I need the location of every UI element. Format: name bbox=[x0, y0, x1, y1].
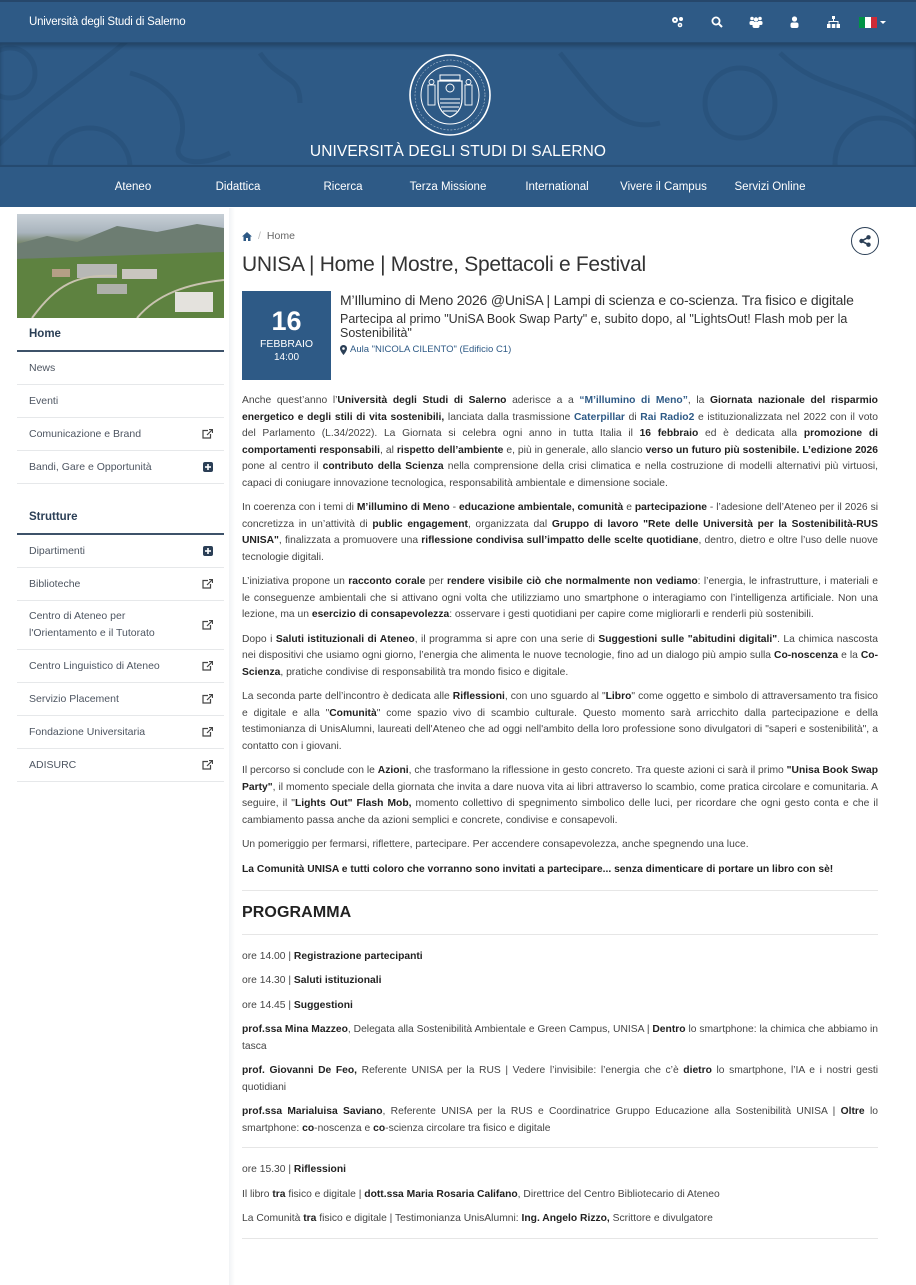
paragraph bbox=[242, 763, 878, 829]
breadcrumb-current[interactable]: Home bbox=[266, 230, 295, 242]
inline-link[interactable]: Rai Radio2 bbox=[640, 411, 695, 423]
breadcrumb-separator: / bbox=[258, 230, 261, 242]
share-button[interactable] bbox=[851, 227, 879, 255]
bold-text: Co-Scienza bbox=[242, 650, 879, 678]
bold-text: Comunità bbox=[329, 707, 377, 719]
text: - bbox=[449, 502, 459, 513]
event-info bbox=[331, 291, 878, 380]
text: aderisce a a bbox=[506, 395, 580, 406]
sidebar-item-label: Bandi, Gare e Opportunità bbox=[29, 461, 152, 473]
text: Scrittore e divulgatore bbox=[609, 1213, 713, 1224]
event-location bbox=[340, 344, 878, 355]
sidebar-item-home[interactable]: Home bbox=[17, 318, 224, 352]
bold-text: riflessione condivisa sull’impatto delle scelte quotidiane bbox=[421, 535, 699, 546]
bold-text: Suggestioni sulle "abitudini digitali" bbox=[598, 633, 778, 645]
programma-item bbox=[242, 1104, 878, 1137]
bold-text: tra bbox=[303, 1213, 317, 1224]
sidebar-item-centro-orientamento[interactable] bbox=[17, 601, 224, 650]
top-icons bbox=[658, 12, 886, 32]
event-header bbox=[242, 291, 878, 380]
user-icon[interactable] bbox=[775, 12, 814, 32]
paragraph bbox=[242, 862, 878, 879]
event-time: 14:00 bbox=[273, 351, 300, 363]
bold-text: Università degli Studi di Salerno bbox=[337, 395, 507, 406]
text: di bbox=[624, 411, 641, 423]
text: lanciata dalla trasmissione bbox=[444, 411, 574, 423]
sidebar bbox=[17, 214, 224, 1251]
share-network-icon[interactable] bbox=[658, 12, 697, 32]
bold-text: dott.ssa Maria Rosaria Califano bbox=[364, 1188, 518, 1200]
text: per bbox=[425, 576, 447, 587]
map-marker-icon bbox=[340, 345, 347, 355]
bold-text: co bbox=[302, 1122, 315, 1134]
text: momento collettivo di spegnimento simbolico delle luci, per ricordare che ogni gesto conta e che il cambiamento passa anche da azioni semplici e concrete, condivise e consapevoli. bbox=[242, 798, 878, 826]
text: " come spazio vivo di scambio culturale. Questo momento sarà arricchito dalla partecipazione e della testimonianza di UnisAlumni, laureati dell'Ateneo che ad oggi nell'ambito della loro professione sono divulgatori di "saperi e sostenibilità", a contatto con i giovani. bbox=[242, 707, 878, 752]
bold-text: educazione ambientale, comunità bbox=[458, 502, 624, 513]
event-date-box bbox=[242, 291, 331, 380]
programma-item bbox=[242, 1211, 878, 1228]
nav-ricerca[interactable]: Ricerca bbox=[323, 181, 363, 193]
text: Il libro bbox=[242, 1188, 273, 1200]
home-icon[interactable] bbox=[242, 232, 252, 241]
top-bar bbox=[0, 0, 916, 42]
divider bbox=[242, 934, 878, 935]
bold-text: Suggestioni bbox=[293, 999, 353, 1011]
text: , Delegata alla Sostenibilità Ambientale e Green Campus, UNISA | bbox=[347, 1024, 653, 1035]
bold-text: rendere visibile ciò che normalmente non vediamo bbox=[446, 576, 698, 587]
external-link-icon bbox=[202, 760, 213, 770]
sidebar-item-eventi[interactable] bbox=[17, 385, 224, 418]
bold-text: dietro bbox=[683, 1065, 712, 1076]
text: In coerenza con i temi di bbox=[242, 502, 357, 513]
bold-text: Gruppo di lavoro "Rete delle Università per la Sostenibilità-RUS UNISA" bbox=[242, 518, 878, 546]
nav-ateneo[interactable]: Ateneo bbox=[114, 181, 152, 193]
external-link-icon bbox=[202, 429, 213, 439]
sidebar-item-label: Servizio Placement bbox=[29, 693, 119, 705]
text: e istituzionalizzata nel 2022 con il voto del Parlamento (L.34/2022). La Giornata si celebra ogni anno in tutta Italia il bbox=[242, 411, 879, 439]
external-link-icon bbox=[202, 727, 213, 737]
bold-text: co bbox=[373, 1122, 386, 1134]
users-icon[interactable] bbox=[736, 12, 775, 32]
text: , pratiche condivise di responsabilità tra mondo fisico e digitale. bbox=[280, 666, 569, 678]
text: Dopo i bbox=[242, 633, 276, 645]
nav-didattica[interactable]: Didattica bbox=[215, 181, 261, 193]
inline-link[interactable]: Caterpillar bbox=[574, 411, 625, 423]
text: , al bbox=[380, 444, 397, 456]
text: L’iniziativa propone un bbox=[242, 576, 349, 587]
sidebar-item-centro-linguistico[interactable] bbox=[17, 650, 224, 683]
programma-item bbox=[242, 973, 878, 990]
text: e la bbox=[838, 650, 861, 661]
sidebar-item-servizio-placement[interactable] bbox=[17, 683, 224, 716]
text: , con uno sguardo al " bbox=[504, 691, 606, 702]
paragraph bbox=[242, 632, 878, 682]
text: e bbox=[623, 502, 635, 513]
plus-square-icon[interactable] bbox=[203, 546, 213, 556]
sidebar-item-label: Centro Linguistico di Ateneo bbox=[29, 660, 160, 672]
bold-text: rispetto dell’ambiente bbox=[396, 444, 504, 456]
bold-text: partecipazione bbox=[634, 502, 707, 513]
bold-text: prof.ssa Mina Mazzeo bbox=[242, 1024, 348, 1035]
bold-text: Riflessioni bbox=[452, 691, 505, 702]
text: , il programma si apre con una serie di bbox=[414, 633, 599, 645]
inline-link[interactable]: “M’illumino di Meno” bbox=[579, 395, 688, 406]
text: - l’adesione dell’Ateneo per il 2026 si concretizza in un’attività di bbox=[242, 502, 879, 530]
text: e, più in generale, allo slancio bbox=[503, 444, 646, 456]
bold-text: "Unisa Book Swap Party" bbox=[242, 765, 878, 793]
programma-block-1 bbox=[242, 949, 878, 1138]
sidebar-item-fondazione-universitaria[interactable] bbox=[17, 716, 224, 749]
bold-text: Libro bbox=[605, 691, 632, 702]
page-wrap bbox=[0, 207, 916, 1251]
divider bbox=[242, 1147, 878, 1148]
bold-text: La Comunità UNISA e tutti coloro che vorranno sono invitati a partecipare... senza dimenticare di portare un libro con sè! bbox=[242, 863, 834, 875]
nav-vivere-il-campus[interactable]: Vivere il Campus bbox=[620, 181, 707, 193]
chevron-down-icon bbox=[880, 21, 886, 24]
sidebar-item-label: Fondazione Universitaria bbox=[29, 726, 146, 738]
text: : osservare i gesti quotidiani per capire come migliorarli e renderli più sostenibili. bbox=[449, 609, 814, 620]
external-link-icon bbox=[202, 661, 213, 671]
university-seal-logo bbox=[408, 53, 492, 137]
bold-text: Saluti istituzionali bbox=[293, 975, 382, 986]
bold-text: racconto corale bbox=[348, 576, 426, 587]
sidebar-item-label: Comunicazione e Brand bbox=[29, 428, 142, 440]
bold-text: 16 febbraio bbox=[639, 428, 699, 439]
divider bbox=[242, 890, 878, 891]
main-nav bbox=[0, 167, 916, 207]
text: , Direttrice del Centro Bibliotecario di Ateneo bbox=[517, 1188, 720, 1200]
nav-terza-missione[interactable]: Terza Missione bbox=[409, 181, 487, 193]
paragraph bbox=[242, 837, 878, 854]
text: ore 14.45 | bbox=[242, 999, 294, 1011]
programma-item bbox=[242, 998, 878, 1015]
sidebar-spacer bbox=[17, 484, 224, 501]
bold-text: contributo della Scienza bbox=[322, 461, 444, 472]
plus-square-icon[interactable] bbox=[203, 462, 213, 472]
text: " come oggetto e simbolo di attraversamento tra fisico e digitale e alla " bbox=[242, 691, 879, 719]
bold-text: M’illumino di Meno bbox=[356, 502, 450, 513]
sidebar-divider bbox=[229, 208, 235, 1285]
bold-text: Giornata nazionale del risparmio energetico e degli stili di vita sostenibili, bbox=[242, 395, 878, 423]
sidebar-item-label: Dipartimenti bbox=[29, 545, 86, 557]
sidebar-item-news[interactable] bbox=[17, 352, 224, 385]
paragraph bbox=[242, 689, 878, 755]
text: lo smartphone, l’IA e i nostri gesti quotidiani bbox=[242, 1065, 878, 1093]
bold-text: L’edizione 2026 bbox=[802, 444, 878, 456]
text: Anche quest’anno l’ bbox=[242, 395, 338, 406]
event-day: 16 bbox=[271, 305, 302, 336]
divider bbox=[242, 1238, 878, 1239]
text: Il percorso si conclude con le bbox=[242, 765, 378, 776]
paragraph bbox=[242, 393, 878, 492]
italian-flag-icon bbox=[859, 17, 877, 28]
sidebar-item-label: Eventi bbox=[29, 395, 59, 407]
text: , finalizzata a promuovere una bbox=[278, 535, 422, 546]
bold-text: Ing. Angelo Rizzo, bbox=[521, 1213, 610, 1224]
external-link-icon bbox=[202, 579, 213, 589]
sidebar-item-comunicazione-brand[interactable] bbox=[17, 418, 224, 451]
text: , dentro, dietro e oltre l’uso delle nuove tecnologie digitali. bbox=[242, 535, 878, 563]
text: fisico e digitale | bbox=[285, 1188, 365, 1200]
bold-text: prof. Giovanni De Feo, bbox=[242, 1065, 358, 1076]
sidebar-item-biblioteche[interactable] bbox=[17, 568, 224, 601]
bold-text: Co-noscenza bbox=[774, 650, 839, 661]
text: , il momento speciale della giornata che invita a dare nuova vita ai libri attraverso lo scambio, come pratica circolare e comunitaria. A seguire, il " bbox=[242, 781, 878, 809]
campus-aerial-image bbox=[17, 214, 224, 318]
event-title: M’Illumino di Meno 2026 @UniSA | Lampi di scienza e co-scienza. Tra fisico e digitale bbox=[340, 292, 854, 308]
sitemap-icon[interactable] bbox=[814, 12, 853, 32]
university-name: UNIVERSITÀ DEGLI STUDI DI SALERNO bbox=[309, 143, 607, 160]
text: lo smartphone: la chimica che abbiamo in tasca bbox=[242, 1024, 878, 1052]
programma-item bbox=[242, 1162, 878, 1179]
text: , organizzata dal bbox=[467, 518, 552, 530]
bold-text: verso un futuro più sostenibile. bbox=[645, 444, 800, 456]
programma-item bbox=[242, 1022, 878, 1055]
text: ed è dedicata alla bbox=[698, 428, 804, 439]
text: fisico e digitale | Testimonianza UnisAlumni: bbox=[316, 1213, 522, 1224]
text: Un pomeriggio per fermarsi, riflettere, partecipare. Per accendere consapevolezza, anche spegnendo una luce. bbox=[242, 839, 749, 850]
paragraph bbox=[242, 574, 878, 624]
paragraph bbox=[242, 500, 878, 566]
top-brand-link[interactable]: Università degli Studi di Salerno bbox=[29, 16, 186, 28]
text: lo smartphone: bbox=[242, 1106, 878, 1134]
sidebar-section-strutture[interactable]: Strutture bbox=[17, 501, 224, 535]
bold-text: Saluti istituzionali di Ateneo bbox=[275, 633, 415, 645]
bold-text: prof.ssa Marialuisa Saviano bbox=[242, 1106, 383, 1117]
text: ore 14.30 | bbox=[242, 975, 294, 986]
search-icon[interactable] bbox=[697, 12, 736, 32]
text: : l’energia, le infrastrutture, i materiali e le conseguenze ambientali che si attivano ogni volta che utilizziamo uno smartphone o interagiamo con l’intelligenza artificiale. Non una lezione, ma un bbox=[242, 576, 878, 620]
sidebar-item-label: News bbox=[29, 362, 56, 374]
bold-text: Riflessioni bbox=[293, 1164, 346, 1175]
bold-text: Oltre bbox=[840, 1106, 865, 1117]
text: , che trasformano la riflessione in gesto concreto. Tra queste azioni ci sarà il primo bbox=[408, 765, 787, 776]
event-description bbox=[242, 393, 878, 1239]
sidebar-item-bandi-gare[interactable] bbox=[17, 451, 224, 484]
nav-international[interactable]: International bbox=[525, 181, 589, 193]
language-selector[interactable] bbox=[859, 17, 886, 28]
programma-block-2 bbox=[242, 1162, 878, 1228]
bold-text: tra bbox=[272, 1188, 286, 1200]
breadcrumb bbox=[242, 228, 878, 244]
text: Referente UNISA per la RUS | Vedere l’invisibile: l’energia che c’è bbox=[357, 1065, 684, 1076]
text: pone al centro il bbox=[242, 461, 323, 472]
hero-banner bbox=[0, 42, 916, 167]
text: -scienza circolare tra fisico e digitale bbox=[385, 1122, 551, 1134]
programma-item bbox=[242, 1187, 878, 1204]
page-title: UNISA | Home | Mostre, Spettacoli e Festival bbox=[242, 253, 646, 276]
programma-heading: PROGRAMMA bbox=[242, 904, 352, 921]
bold-text: esercizio di consapevolezza bbox=[311, 609, 450, 620]
bold-text: promozione di comportamenti responsabili bbox=[242, 428, 878, 456]
event-location-text: Aula "NICOLA CILENTO" (Edificio C1) bbox=[350, 344, 512, 355]
sidebar-item-label: Centro di Ateneo per l'Orientamento e il Tutorato bbox=[29, 610, 155, 639]
share-icon bbox=[859, 235, 871, 247]
text: ore 14.00 | bbox=[242, 950, 294, 962]
text: La seconda parte dell’incontro è dedicata alle bbox=[242, 691, 453, 702]
nav-servizi-online[interactable]: Servizi Online bbox=[734, 181, 806, 193]
text: , Referente UNISA per la RUS e Coordinatrice Gruppo Educazione alla Sostenibilità UNISA | bbox=[382, 1106, 841, 1117]
text: La Comunità bbox=[242, 1213, 304, 1224]
event-subtitle: Partecipa al primo "UniSA Book Swap Party" e, subito dopo, al "LightsOut! Flash mob per la Sostenibilità" bbox=[340, 312, 848, 340]
bold-text: Dentro bbox=[652, 1024, 686, 1035]
text: ore 15.30 | bbox=[242, 1164, 294, 1175]
sidebar-item-adisurc[interactable] bbox=[17, 749, 224, 782]
sidebar-item-dipartimenti[interactable] bbox=[17, 535, 224, 568]
text: , la bbox=[687, 395, 711, 406]
external-link-icon bbox=[202, 694, 213, 704]
external-link-icon bbox=[202, 620, 213, 630]
bold-text: public engagement bbox=[372, 518, 468, 530]
programma-item bbox=[242, 949, 878, 966]
bold-text: Lights Out" Flash Mob, bbox=[294, 798, 412, 809]
bold-text: Registrazione partecipanti bbox=[293, 950, 423, 962]
event-month: FEBBRAIO bbox=[259, 337, 314, 350]
sidebar-item-label: ADISURC bbox=[29, 759, 77, 771]
main-content bbox=[242, 214, 878, 1251]
text: nella comprensione della crisi climatica e nella costruzione di modelli alternativi più virtuosi, capaci di coniugare innovazione tecnologica, responsabilità ambientale e dimensione sociale. bbox=[242, 461, 878, 489]
sidebar-item-label: Biblioteche bbox=[29, 578, 81, 590]
programma-item bbox=[242, 1063, 878, 1096]
text: -noscenza e bbox=[314, 1122, 374, 1134]
text: . La chimica nascosta nei dispositivi che usiamo ogni giorno, l’energia che alimenta le nuove tecnologie, fino ad un dialogo più ampio sulla bbox=[242, 633, 878, 661]
bold-text: Azioni bbox=[377, 765, 409, 776]
